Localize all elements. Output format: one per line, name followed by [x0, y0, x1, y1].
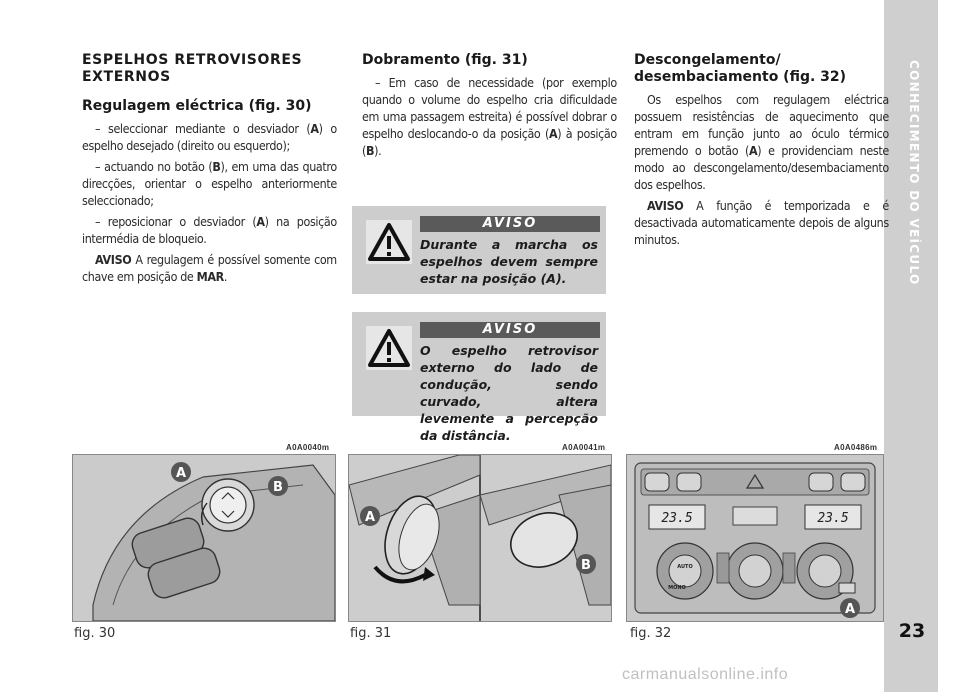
callout-b	[267, 475, 289, 497]
svg-text:23.5: 23.5	[661, 511, 693, 526]
subheading-folding: Dobramento (fig. 31)	[362, 52, 528, 68]
callout-a	[839, 597, 861, 619]
paragraph: – reposicionar o desviador (A) na posição intermédia de bloqueio.	[82, 215, 337, 246]
figure-code: A0A0040m	[286, 443, 330, 452]
chapter-title: CONHECIMENTO DO VEÍCULO	[907, 60, 921, 286]
paragraph-aviso: AVISO A função é temporizada e é desactivada automaticamente depois de alguns minutos.	[634, 199, 889, 247]
figure-caption: fig. 31	[350, 626, 392, 641]
callout-a	[170, 461, 192, 483]
page-number: 23	[898, 620, 926, 642]
paragraph: Os espelhos com regulagem eléctrica possuem resistências de aquecimento que entram em função junto ao óculo térmico premendo o botão (A) e providenciam neste modo ao descongelamento/desembaciamento dos espelhos.	[634, 93, 889, 192]
section-heading: ESPELHOS RETROVISORES EXTERNOS	[82, 52, 303, 85]
warning-box-2	[352, 312, 606, 443]
warning-box-1	[352, 206, 606, 294]
svg-text:B: B	[581, 558, 591, 573]
warning-text: Durante a marcha os espelhos devem sempre estar na posição (A).	[420, 237, 598, 286]
figure-30	[72, 454, 336, 622]
figure-code: A0A0486m	[834, 443, 878, 452]
figure-caption: fig. 32	[630, 626, 672, 641]
svg-text:A: A	[175, 466, 187, 481]
paragraph-aviso: AVISO A regulagem é possível somente com chave em posição de MAR.	[82, 253, 337, 284]
subheading-defrost: Descongelamento/ desembaciamento (fig. 32)	[634, 52, 847, 85]
column-folding	[362, 52, 618, 164]
warning-triangle-icon	[366, 220, 412, 264]
figure-caption: fig. 30	[74, 626, 116, 641]
column-defrost	[634, 52, 890, 253]
callout-a	[359, 505, 381, 527]
column-mirrors-adjust	[82, 52, 338, 290]
warning-triangle-icon	[366, 326, 412, 370]
mirror-fold-illustration	[349, 455, 611, 621]
svg-text:AUTO: AUTO	[677, 564, 693, 570]
paragraph: – actuando no botão (B), em uma das quatro direcções, orientar o espelho anteriormente seleccionado;	[82, 160, 337, 208]
svg-text:A: A	[364, 510, 376, 525]
figure-31	[348, 454, 612, 622]
figure-code: A0A0041m	[562, 443, 606, 452]
watermark: carmanualsonline.info	[622, 666, 789, 683]
callout-b	[575, 553, 597, 575]
door-switch-illustration	[73, 455, 335, 621]
svg-text:MONO: MONO	[668, 585, 686, 591]
svg-text:B: B	[273, 480, 283, 495]
warning-title: AVISO	[420, 322, 600, 338]
svg-text:23.5: 23.5	[817, 511, 849, 526]
subheading-electric-adjust: Regulagem eléctrica (fig. 30)	[82, 98, 312, 114]
svg-text:A: A	[844, 602, 856, 617]
paragraph: – Em caso de necessidade (por exemplo quando o volume do espelho cria dificuldade em uma passagem estreita) é possível dobrar o espelho deslocando-o da posição (A) à posição (B).	[362, 76, 617, 158]
warning-text: O espelho retrovisor externo do lado de condução, sendo curvado, altera levemente a percepção da distância.	[420, 343, 598, 443]
figure-32	[626, 454, 884, 622]
warning-title: AVISO	[420, 216, 600, 232]
paragraph: – seleccionar mediante o desviador (A) o espelho desejado (direito ou esquerdo);	[82, 122, 337, 153]
